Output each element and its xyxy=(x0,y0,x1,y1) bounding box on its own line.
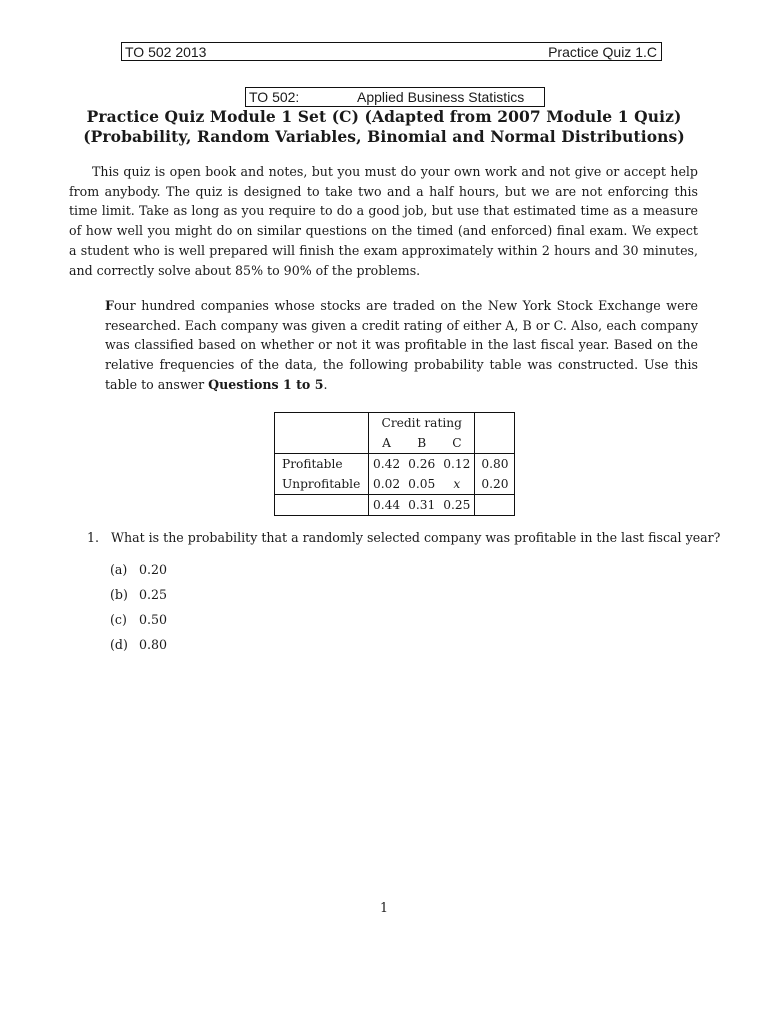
page-header xyxy=(121,42,662,61)
option-a xyxy=(110,560,167,585)
question-1 xyxy=(87,530,720,545)
quiz-subtitle: (Probability, Random Variables, Binomial and Normal Distributions) xyxy=(83,127,685,146)
header-course-year: TO 502 2013 xyxy=(125,43,207,60)
table-empty-cell xyxy=(475,433,515,454)
questions-reference: Questions 1 to 5 xyxy=(208,376,324,392)
header-quiz-id: Practice Quiz 1.C xyxy=(548,43,657,60)
credit-rating-header: Credit rating xyxy=(369,413,475,434)
table-empty-cell xyxy=(475,495,515,516)
page-number: 1 xyxy=(379,900,388,915)
quiz-title: Practice Quiz Module 1 Set (C) (Adapted from 2007 Module 1 Quiz) xyxy=(86,107,682,126)
course-name: Applied Business Statistics xyxy=(357,89,525,105)
column-total: 0.25 xyxy=(439,495,475,516)
row-label-unprofitable: Unprofitable xyxy=(275,474,369,495)
table-empty-cell xyxy=(275,433,369,454)
option-value: 0.25 xyxy=(139,587,168,602)
table-cell-unknown-x: x xyxy=(453,477,461,491)
table-cell: 0.42 xyxy=(369,454,405,475)
question-number: 1. xyxy=(87,530,100,545)
row-total: 0.20 xyxy=(475,474,515,495)
table-cell: 0.02 xyxy=(369,474,405,495)
scenario-paragraph xyxy=(105,296,698,395)
option-c xyxy=(110,610,167,635)
option-d xyxy=(110,635,167,660)
answer-options xyxy=(110,560,167,660)
question-text: What is the probability that a randomly selected company was profitable in the last fiscal year? xyxy=(111,530,721,545)
option-label: (c) xyxy=(110,612,127,627)
column-header-b: B xyxy=(417,436,427,450)
table-cell: 0.26 xyxy=(404,454,439,475)
table-cell: 0.12 xyxy=(439,454,475,475)
column-total: 0.31 xyxy=(404,495,439,516)
table-corner-cell xyxy=(275,413,369,434)
option-value: 0.50 xyxy=(139,612,168,627)
table-empty-cell xyxy=(275,495,369,516)
scenario-end: . xyxy=(323,376,328,392)
table-total-header-cell xyxy=(475,413,515,434)
table-cell: 0.05 xyxy=(408,477,436,491)
course-label-box xyxy=(245,87,545,107)
option-label: (b) xyxy=(110,587,128,602)
option-label: (d) xyxy=(110,637,128,652)
column-header-a: A xyxy=(369,433,405,454)
option-value: 0.80 xyxy=(139,637,168,652)
column-total: 0.44 xyxy=(369,495,405,516)
intro-paragraph: This quiz is open book and notes, but you must do your own work and not give or accept help from anybody. The quiz is designed to take two and a half hours, but we are not enforcing this time limit. Take as long as you require to do a good job, but use that estimated time as a measure of how well you might do on similar questions on the timed (and enforced) final exam. We expect a student who is well prepared will finish the exam approximately within 2 hours and 30 minutes, and correctly solve about 85% to 90% of the problems. xyxy=(69,164,698,278)
row-total: 0.80 xyxy=(475,454,515,475)
option-b xyxy=(110,585,167,610)
row-label-profitable: Profitable xyxy=(275,454,369,475)
scenario-lead-letter: F xyxy=(105,298,114,313)
probability-table xyxy=(274,412,515,516)
option-label: (a) xyxy=(110,562,128,577)
scenario-body: our hundred companies whose stocks are traded on the New York Stock Exchange were researched. Each company was given a credit rating of either A, B or C. Also, each company was classified based on whether or not it was profitable in the last fiscal year. Based on the relative frequencies of the data, the following probability table was constructed. Use this table to answer xyxy=(105,298,698,392)
course-code: TO 502: xyxy=(249,89,300,105)
column-header-c: C xyxy=(452,436,462,450)
option-value: 0.20 xyxy=(139,562,168,577)
